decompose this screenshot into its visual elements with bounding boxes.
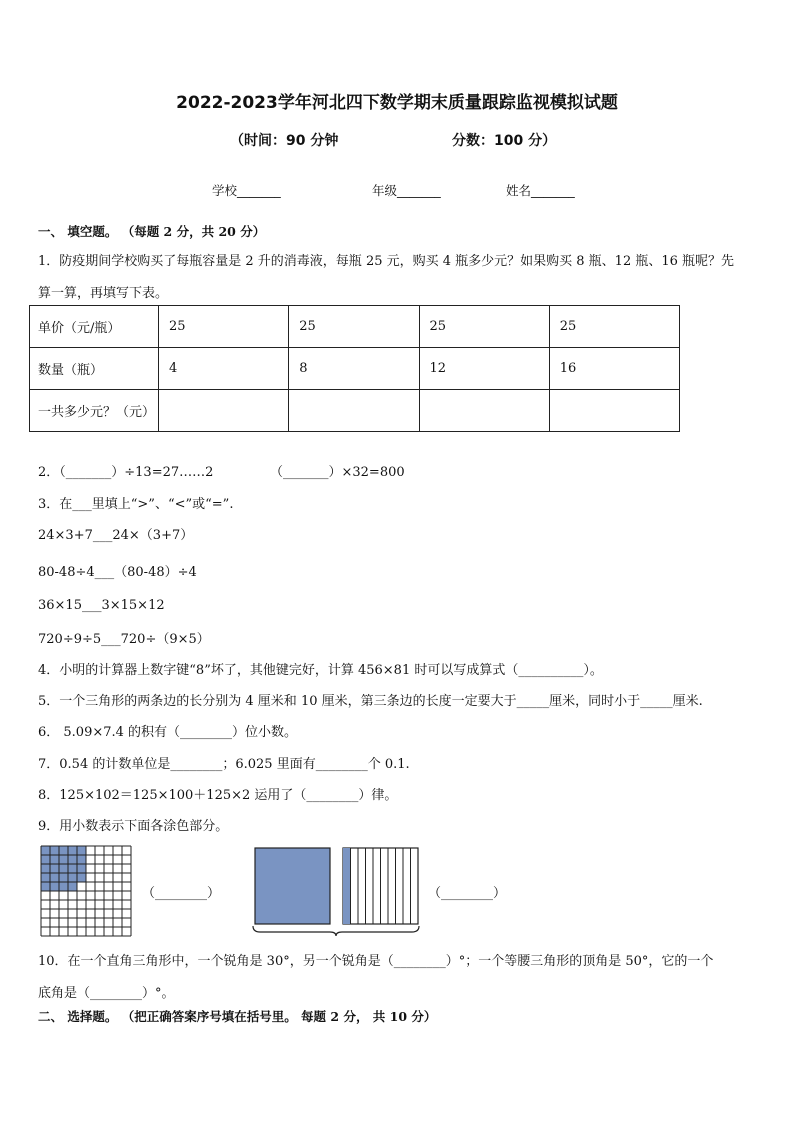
- shaded-cell: [59, 855, 68, 864]
- question-3-item: 36×15___3×15×12: [38, 598, 165, 613]
- question-1-line-2: 算一算，再填写下表。: [38, 286, 169, 301]
- shaded-cell: [68, 882, 77, 891]
- shaded-cell: [59, 846, 68, 855]
- question-9-blank-1[interactable]: （________）: [142, 886, 221, 901]
- table-row-header: 数量（瓶）: [30, 348, 159, 390]
- shaded-cell: [68, 873, 77, 882]
- table-cell: 25: [289, 306, 419, 348]
- shaded-column: [343, 848, 351, 924]
- grade-field: 年级_______: [372, 183, 441, 198]
- question-5: 5．一个三角形的两条边的长分别为 4 厘米和 10 厘米，第三条边的长度一定要大于_____厘米，同时小于_____厘米.: [38, 694, 703, 709]
- question-1-line-1: 1．防疫期间学校购买了每瓶容量是 2 升的消毒液，每瓶 25 元，购买 4 瓶多少元？如果购买 8 瓶、12 瓶、16 瓶呢？先: [38, 254, 735, 269]
- unit-square-figure: [250, 844, 422, 936]
- shaded-cell: [68, 864, 77, 873]
- question-3-prompt: 3．在___里填上“>”、“<”或“=”.: [38, 497, 234, 512]
- table-row: [30, 306, 680, 348]
- question-9-blank-2[interactable]: （________）: [428, 886, 507, 901]
- table-row: [30, 390, 680, 432]
- brace-icon: [253, 926, 419, 936]
- answer-cell[interactable]: [159, 390, 289, 432]
- shaded-cell: [50, 855, 59, 864]
- answer-cell[interactable]: [419, 390, 549, 432]
- shaded-cell: [41, 873, 50, 882]
- shaded-cell: [50, 882, 59, 891]
- question-3-item: 24×3+7___24×（3+7）: [38, 528, 194, 543]
- question-2-a: 2．（_______）÷13=27……2: [38, 465, 214, 480]
- table-row-header: 单价（元/瓶）: [30, 306, 159, 348]
- shaded-cell: [59, 882, 68, 891]
- page-title: 2022-2023学年河北四下数学期末质量跟踪监视模拟试题: [176, 93, 618, 113]
- question-3-item: 80-48÷4___（80-48）÷4: [38, 565, 197, 580]
- shaded-cell: [77, 864, 86, 873]
- table-row: [30, 348, 680, 390]
- shaded-cell: [77, 855, 86, 864]
- section-1-title: 一、 填空题。 （每题 2 分，共 20 分）: [38, 224, 266, 239]
- table-row-header: 一共多少元？（元）: [30, 390, 159, 432]
- answer-cell[interactable]: [549, 390, 679, 432]
- answer-cell[interactable]: [289, 390, 419, 432]
- question-2-b: （_______）×32=800: [270, 465, 405, 480]
- question-7: 7．0.54 的计数单位是________；6.025 里面有________个 0.1.: [38, 757, 410, 772]
- shaded-cell: [68, 855, 77, 864]
- shaded-cell: [50, 846, 59, 855]
- shaded-cell: [41, 855, 50, 864]
- exam-score: 分数：100 分）: [452, 133, 557, 149]
- table-cell: 8: [289, 348, 419, 390]
- question-8: 8．125×102＝125×100＋125×2 运用了（________）律。: [38, 788, 398, 803]
- shaded-cell: [68, 846, 77, 855]
- shaded-cell: [59, 873, 68, 882]
- shaded-cell: [77, 846, 86, 855]
- name-field: 姓名_______: [506, 183, 575, 198]
- question-3-item: 720÷9÷5___720÷（9×5）: [38, 632, 210, 647]
- hundred-grid-figure: [40, 845, 132, 937]
- question-4: 4．小明的计算器上数字键“8”坏了，其他键完好，计算 456×81 时可以写成算式（__________）。: [38, 663, 603, 678]
- section-2-title: 二、 选择题。 （把正确答案序号填在括号里。 每题 2 分， 共 10 分）: [38, 1009, 437, 1024]
- table-cell: 16: [549, 348, 679, 390]
- shaded-cell: [41, 864, 50, 873]
- table-cell: 25: [549, 306, 679, 348]
- table-cell: 25: [159, 306, 289, 348]
- table-cell: 12: [419, 348, 549, 390]
- table-cell: 4: [159, 348, 289, 390]
- shaded-cell: [59, 864, 68, 873]
- exam-time: （时间：90 分钟: [230, 133, 339, 149]
- price-table: [29, 305, 680, 432]
- table-cell: 25: [419, 306, 549, 348]
- shaded-cell: [77, 873, 86, 882]
- shaded-cell: [41, 846, 50, 855]
- school-field: 学校_______: [212, 183, 281, 198]
- shaded-cell: [50, 864, 59, 873]
- question-10-line-1: 10．在一个直角三角形中，一个锐角是 30°，另一个锐角是（________）°；一个等腰三角形的顶角是 50°，它的一个: [38, 954, 714, 969]
- question-10-line-2: 底角是（________）°。: [38, 986, 175, 1001]
- shaded-whole-square: [255, 848, 330, 924]
- question-6: 6． 5.09×7.4 的积有（________）位小数。: [38, 725, 298, 740]
- shaded-cell: [41, 882, 50, 891]
- question-9-prompt: 9．用小数表示下面各涂色部分。: [38, 819, 229, 834]
- shaded-cell: [50, 873, 59, 882]
